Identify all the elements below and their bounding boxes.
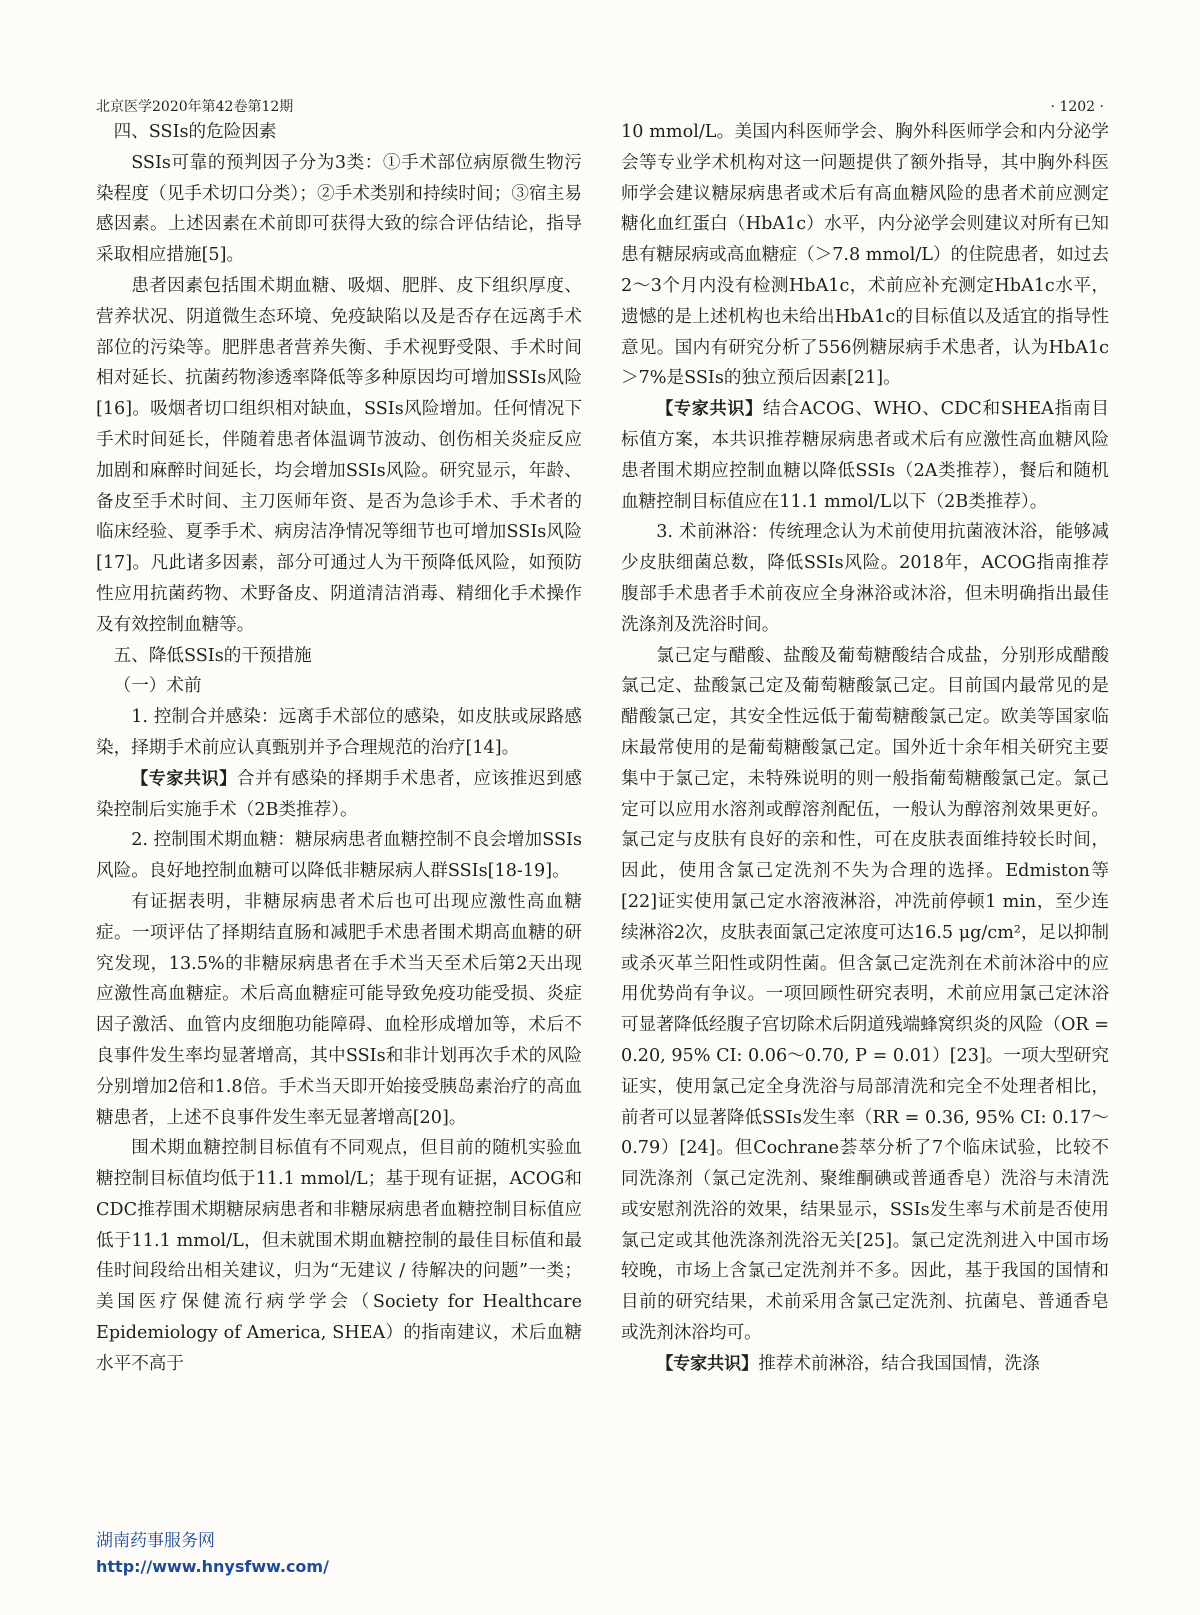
section-heading: （一）术前 — [113, 676, 202, 697]
paragraph: 氯己定与醋酸、盐酸及葡萄糖酸结合成盐，分别形成醋酸氯己定、盐酸氯己定及葡萄糖酸氯己定。目前国内最常见的是醋酸氯己定，其安全性远低于葡萄糖酸氯己定。欧美等国家临床最常使用的是葡萄糖酸氯己定。国外近十余年相关研究主要集中于氯己定，未特殊说明的则一般指葡萄糖酸氯己定。氯己定可以应用水溶剂或醇溶剂配伍，一般认为醇溶剂效果更好。氯己定与皮肤有良好的亲和性，可在皮肤表面维持较长时间，因此，使用含氯己定洗剂不失为合理的选择。Edmiston等[22]证实使用氯己定水溶液淋浴，冲洗前停顿1 min，至少连续淋浴2次，皮肤表面氯己定浓度可达16.5 μg/cm²，足以抑制或杀灭革兰阳性或阴性菌。但含氯己定洗剂在术前沐浴中的应用优势尚有争议。一项回顾性研究表明，术前应用氯己定沐浴可显著降低经腹子宫切除术后阴道残端蜂窝织炎的风险（OR = 0.20, 95% CI: 0.06～0.70, P = 0.01）[23]。一项大型研究证实，使用氯己定全身洗浴与局部清洗和完全不处理者相比，前者可以显著降低SSIs发生率（RR = 0.36, 95% CI: 0.17～0.79）[24]。但Cochrane荟萃分析了7个临床试验，比较不同洗涤剂（氯己定洗剂、聚维酮碘或普通香皂）洗浴与未清洗或安慰剂洗浴的效果，结果显示，SSIs发生率与术前是否使用氯己定或其他洗涤剂洗浴无关[25]。氯己定洗剂进入中国市场较晚，市场上含氯己定洗剂并不多。因此，基于我国的国情和目前的研究结果，术前采用含氯己定洗剂、抗菌皂、普通香皂或洗剂沐浴均可。 — [621, 645, 1109, 1344]
consensus-tag: 【专家共识】 — [656, 399, 763, 420]
paragraph: 2. 控制围术期血糖：糖尿病患者血糖控制不良会增加SSIs风险。良好地控制血糖可以降低非糖尿病人群SSIs[18-19]。 — [96, 830, 582, 882]
right-column — [621, 117, 1109, 1380]
expert-consensus — [96, 764, 582, 826]
journal-citation: 北京医学2020年第42卷第12期 — [96, 99, 294, 115]
consensus-tag: 【专家共识】 — [656, 1353, 759, 1374]
expert-consensus — [621, 1349, 1109, 1380]
paragraph: 3. 术前淋浴：传统理念认为术前使用抗菌液沐浴，能够减少皮肤细菌总数，降低SSIs风险。2018年，ACOG指南推荐腹部手术患者手术前夜应全身淋浴或沐浴，但未明确指出最佳洗涤剂及洗浴时间。 — [621, 522, 1109, 635]
watermark-site-name: 湖南药事服务网 — [96, 1531, 215, 1551]
paragraph: 10 mmol/L。美国内科医师学会、胸外科医师学会和内分泌学会等专业学术机构对这一问题提供了额外指导，其中胸外科医师学会建议糖尿病患者或术后有高血糖风险的患者术前应测定糖化血红蛋白（HbA1c）水平，内分泌学会则建议对所有已知患有糖尿病或高血糖症（＞7.8 mmol/L）的住院患者，如过去2～3个月内没有检测HbA1c，术前应补充测定HbA1c水平，遗憾的是上述机构也未给出HbA1c的目标值以及适宜的指导性意见。国内有研究分析了556例糖尿病手术患者，认为HbA1c＞7%是SSIs的独立预后因素[21]。 — [621, 122, 1109, 389]
paragraph: SSIs可靠的预判因子分为3类：①手术部位病原微生物污染程度（见手术切口分类）；②手术类别和持续时间；③宿主易感因素。上述因素在术前即可获得大致的综合评估结论，指导采取相应措施[5]。 — [96, 152, 582, 266]
paragraph: 围术期血糖控制目标值有不同观点，但目前的随机实验血糖控制目标值均低于11.1 mmol/L；基于现有证据，ACOG和CDC推荐围术期糖尿病患者和非糖尿病患者血糖控制目标值应低于11.1 mmol/L，但未就围术期血糖控制的最佳目标值和最佳时间段给出相关建议，归为“无建议 / 待解决的问题”一类；美国医疗保健流行病学学会（Society for Healthcare Epidemiology of America, SHEA）的指南建议，术后血糖水平不高于 — [96, 1138, 582, 1374]
section-heading: 四、SSIs的危险因素 — [113, 122, 277, 142]
left-column — [96, 117, 582, 1380]
consensus-text: 结合ACOG、WHO、CDC和SHEA指南目标值方案，本共识推荐糖尿病患者或术后有应激性高血糖风险患者围术期应控制血糖以降低SSIs（2A类推荐），餐后和随机血糖控制目标值应在11.1 mmol/L以下（2B类推荐）。 — [621, 399, 1109, 512]
consensus-text: 推荐术前淋浴，结合我国国情，洗涤 — [758, 1353, 1040, 1374]
watermark-url: http://www.hnysfww.com/ — [96, 1557, 329, 1576]
page-header — [96, 96, 1104, 118]
page-number: · 1202 · — [1050, 99, 1104, 115]
paragraph: 有证据表明，非糖尿病患者术后也可出现应激性高血糖症。一项评估了择期结直肠和减肥手术患者围术期高血糖的研究发现，13.5%的非糖尿病患者在手术当天至术后第2天出现应激性高血糖症。术后高血糖症可能导致免疫功能受损、炎症因子激活、血管内皮细胞功能障碍、血栓形成增加等，术后不良事件发生率均显著增高，其中SSIs和非计划再次手术的风险分别增加2倍和1.8倍。手术当天即开始接受胰岛素治疗的高血糖患者，上述不良事件发生率无显著增高[20]。 — [96, 891, 582, 1128]
consensus-tag: 【专家共识】 — [131, 768, 237, 789]
paragraph: 患者因素包括围术期血糖、吸烟、肥胖、皮下组织厚度、营养状况、阴道微生态环境、免疫缺陷以及是否存在远离手术部位的污染等。肥胖患者营养失衡、手术视野受限、手术时间相对延长、抗菌药物渗透率降低等多种原因均可增加SSIs风险[16]。吸烟者切口组织相对缺血，SSIs风险增加。任何情况下手术时间延长，伴随着患者体温调节波动、创伤相关炎症反应加剧和麻醉时间延长，均会增加SSIs风险。研究显示，年龄、备皮至手术时间、主刀医师年资、是否为急诊手术、手术者的临床经验、夏季手术、病房洁净情况等细节也可增加SSIs风险[17]。凡此诸多因素，部分可通过人为干预降低风险，如预防性应用抗菌药物、术野备皮、阴道清洁消毒、精细化手术操作及有效控制血糖等。 — [96, 275, 582, 635]
consensus-text: 合并有感染的择期手术患者，应该推迟到感染控制后实施手术（2B类推荐）。 — [96, 768, 582, 820]
expert-consensus — [621, 394, 1109, 517]
paragraph: 1. 控制合并感染：远离手术部位的感染，如皮肤或尿路感染，择期手术前应认真甄别并予合理规范的治疗[14]。 — [96, 707, 582, 758]
section-heading: 五、降低SSIs的干预措施 — [113, 645, 312, 666]
watermark — [96, 1528, 329, 1580]
